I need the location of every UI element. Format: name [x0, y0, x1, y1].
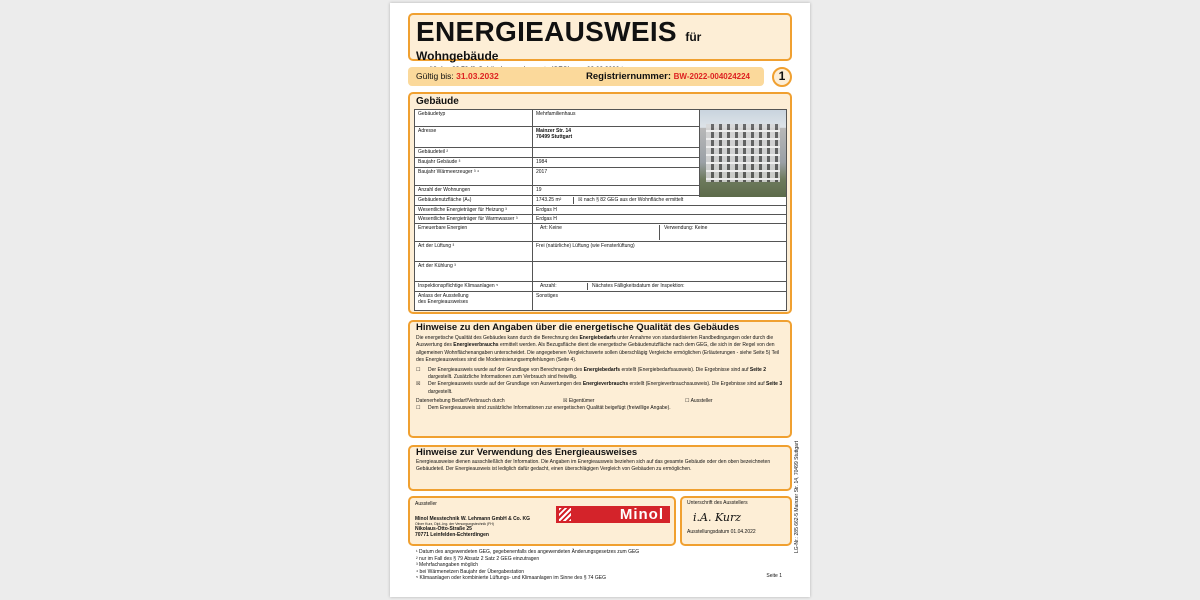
owner-option: ☒ Eigentümer — [563, 397, 595, 404]
row-value — [533, 224, 786, 241]
valid-until-label: Gültig bis: — [416, 71, 454, 81]
table-row — [415, 292, 786, 310]
quality-notes-section — [408, 320, 792, 438]
issue-date: Ausstellungsdatum 01.04.2022 — [687, 529, 756, 535]
validity-bar — [408, 67, 764, 86]
usage-notes-heading: Hinweise zur Verwendung des Energieausweises — [416, 447, 638, 458]
checkbox-icon: ☒ — [416, 381, 421, 388]
row-label: Adresse — [415, 127, 533, 147]
title-box — [408, 13, 792, 61]
logo-text: Minol — [619, 506, 664, 523]
row-label — [415, 292, 533, 310]
row-value: Erdgas H — [536, 216, 557, 222]
building-heading: Gebäude — [416, 96, 459, 107]
table-row — [415, 215, 786, 224]
row-label: Art der Kühlung ³ — [415, 262, 533, 281]
checkbox-icon: ☐ — [416, 367, 421, 374]
table-row — [415, 224, 786, 242]
row-value: Frei (natürliche) Lüftung (wie Fensterlüftung) — [536, 243, 635, 249]
row-label: Gebäudenutzfläche (Aₙ) — [415, 196, 533, 205]
reason-label-2: des Energieausweises — [418, 299, 469, 305]
table-row — [415, 242, 786, 262]
checkbox-demand: ☐ Der Energieausweis wurde auf der Grundlage von Berechnungen des Energiebedarfs erstellt (Energiebedarfsausweis). Die Ergebnisse sind auf Seite 2 dargestellt. Zusätzliche Informationen zum Verbrauch sind freiwillig. — [416, 367, 766, 381]
data-collection-label: Datenerhebung Bedarf/Verbrauch durch — [416, 397, 505, 404]
quality-notes-text: Die energetische Qualität des Gebäudes kann durch die Berechnung des Energiebedarfs unter Annahme von standardisierten Randbedingungen oder durch die Auswertung des Energieverbrauchs ermittelt werden. Als Bezugsfläche dient die energetische Gebäudenutzfläche nach dem GEG, die sich in der Regel von den allgemeinen Wohnflächenangaben unterscheidet. Die angegebenen Vergleichswerte sollen überschlägig Vergleiche ermöglichen (Erläuterungen - siehe Seite 5) Teil des Energieausweises sind die Modernisierungsempfehlungen (Seite 4). — [416, 335, 780, 363]
building-floors — [706, 124, 780, 182]
row-label: Gebäudetyp — [415, 110, 533, 126]
checkbox-icon: ☐ — [416, 405, 421, 412]
minol-logo — [556, 506, 670, 523]
table-row — [415, 262, 786, 282]
issuer-option: ☐ Aussteller — [685, 397, 713, 404]
document-subtitle: für Wohngebäude — [416, 30, 702, 63]
issuer-person: Oliver Kurz, Dipl.-Ing. der Versorgungstechnik (FH) — [415, 522, 494, 526]
row-label: Wesentliche Energieträger für Warmwasser ³ — [415, 215, 533, 223]
address-street: Mainzer Str. 14 — [536, 128, 572, 134]
signature: i.A. Kurz — [693, 511, 742, 524]
footnote: ⁵ Klimaanlagen oder kombinierte Lüftungs- und Klimaanlagen im Sinne des § 74 GEG — [416, 575, 606, 582]
renewable-type: Art: Keine — [536, 225, 660, 240]
row-label: Baujahr Gebäude ³ — [415, 158, 533, 167]
usage-notes-text: Energieausweise dienen ausschließlich der Information. Die Angaben im Energieausweis beziehen sich auf das gesamte Gebäude oder den oben bezeichneten Gebäudeteil. Der Energieausweis ist lediglich dafür gedacht, einen überschlägigen Vergleich von Gebäuden zu ermöglichen. — [416, 459, 771, 473]
registration-number: BW-2022-004024224 — [673, 72, 750, 81]
footnote: ² nur im Fall des § 79 Absatz 2 Satz 2 GEG einzutragen — [416, 555, 540, 562]
renewable-use: Verwendung: Keine — [664, 225, 708, 231]
row-value: Mehrfamilienhaus — [536, 111, 576, 117]
row-label: Gebäudeteil ² — [415, 148, 533, 157]
checkbox-consumption: ☒ Der Energieausweis wurde auf der Grundlage von Auswertungen des Energieverbrauchs erstellt (Energieverbrauchsausweis). Die Ergebnisse sind auf Seite 3 dargestellt. — [416, 381, 783, 395]
building-photo — [699, 110, 786, 197]
row-value: Erdgas H — [536, 207, 557, 213]
signature-box — [680, 496, 792, 546]
row-value — [533, 196, 786, 205]
row-label: Wesentliche Energieträger für Heizung ³ — [415, 206, 533, 214]
registration — [586, 71, 750, 82]
registration-label: Registriernummer: — [586, 71, 672, 82]
row-label: Anzahl der Wohnungen — [415, 186, 533, 195]
logo-mark-icon — [559, 508, 571, 521]
row-label: Baujahr Wärmeerzeuger ³ ⁴ — [415, 168, 533, 185]
table-row — [415, 282, 786, 292]
issuer-label: Aussteller — [415, 501, 437, 507]
document-title: ENERGIEAUSWEIS — [416, 16, 677, 47]
row-value — [533, 262, 786, 281]
reason-label-1: Anlass der Ausstellung — [418, 293, 469, 299]
row-label: Erneuerbare Energien — [415, 224, 533, 241]
area-value: 1743.25 m² — [536, 197, 574, 204]
row-value: Sonstiges — [536, 293, 558, 299]
table-row — [415, 196, 786, 206]
quality-notes-heading: Hinweise zu den Angaben über die energetische Qualität des Gebäudes — [416, 322, 740, 333]
row-value: 19 — [536, 187, 542, 193]
footnote: ¹ Datum des angewendeten GEG, gegebenenfalls des angewendeten Änderungsgesetzes zum GEG — [416, 549, 640, 555]
issuer-street: Nikolaus-Otto-Straße 25 — [415, 526, 472, 532]
footnotes — [416, 549, 786, 582]
row-label: Inspektionspflichtige Klimaanlagen ⁵ — [415, 282, 533, 291]
row-value: 2017 — [536, 169, 548, 175]
checkbox-additional — [410, 405, 790, 412]
row-value — [533, 148, 699, 157]
row-value — [533, 127, 699, 147]
data-collection-row — [410, 398, 790, 405]
page-number-badge: 1 — [772, 67, 792, 87]
aircon-due: Nächstes Fälligkeitsdatum der Inspektion: — [592, 283, 685, 289]
usage-notes-section — [408, 445, 792, 491]
row-label: Art der Lüftung ³ — [415, 242, 533, 261]
aircon-count: Anzahl: — [536, 283, 588, 290]
address-city: 70499 Stuttgart — [536, 134, 573, 140]
issuer-box — [408, 496, 676, 546]
row-value: 1984 — [536, 159, 548, 165]
footnote: ⁴ bei Wärmenetzen Baujahr der Übergabestation — [416, 568, 525, 575]
table-row — [415, 206, 786, 215]
signature-label: Unterschrift des Ausstellers — [687, 500, 748, 506]
additional-info-text: Dem Energieausweis sind zusätzliche Informationen zur energetischen Qualität beigefügt (freiwillige Angabe). — [428, 405, 671, 412]
footnote: ³ Mehrfachangaben möglich — [416, 562, 478, 569]
area-note: ☒ nach § 82 GEG aus der Wohnfläche ermittelt — [578, 197, 684, 203]
page-label: Seite 1 — [766, 573, 782, 579]
issuer-city: 70771 Leinfelden-Echterdingen — [415, 532, 489, 538]
row-value — [533, 282, 786, 291]
vertical-reference: LG-Nr.: 285 662-5 Mainzer Str. 14, 70499 Stuttgart — [794, 440, 800, 553]
photo-area — [415, 110, 786, 196]
valid-until-date: 31.03.2032 — [456, 71, 499, 81]
building-section — [408, 92, 792, 314]
energy-certificate-page — [390, 3, 810, 597]
building-table — [414, 109, 787, 311]
issuer-company: Minol Messtechnik W. Lehmann GmbH & Co. KG — [415, 516, 531, 522]
